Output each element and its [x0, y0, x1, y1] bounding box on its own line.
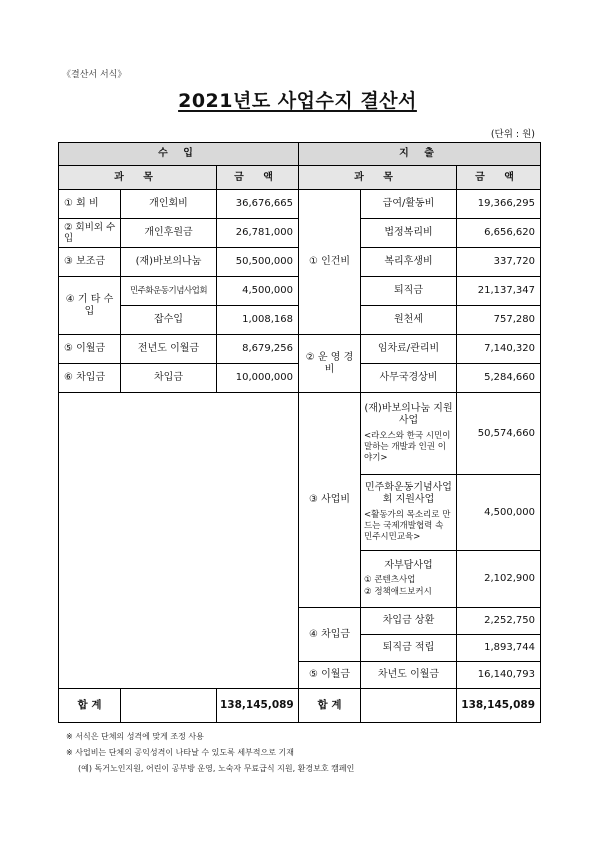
income-blank-area	[59, 393, 299, 689]
total-blank	[361, 689, 457, 723]
project-title: (재)바보의나눔 지원사업	[364, 402, 453, 426]
expense-subject-header: 과 목	[299, 166, 457, 190]
expense-category: ② 운 영 경 비	[299, 335, 361, 393]
income-item: 전년도 이월금	[121, 335, 217, 364]
project-detail: <라오스와 한국 시민이 말하는 개발과 인권 이야기>	[364, 430, 451, 464]
income-category: ③ 보조금	[59, 248, 121, 277]
expense-amount: 50,574,660	[457, 393, 541, 475]
expense-item: 복리후생비	[361, 248, 457, 277]
expense-amount: 6,656,620	[457, 219, 541, 248]
expense-category: ④ 차입금	[299, 608, 361, 662]
note-line: (예) 독거노인지원, 어린이 공부방 운영, 노숙자 무료급식 지원, 환경보호 캠페인	[78, 764, 355, 773]
unit-label: (단위 : 원)	[490, 129, 535, 140]
income-amount: 50,500,000	[217, 248, 299, 277]
table-row	[59, 335, 541, 364]
expense-header: 지 출	[299, 143, 541, 166]
project-title: 민주화운동기념사업회 지원사업	[365, 481, 452, 505]
expense-amount: 2,102,900	[457, 551, 541, 608]
income-category: ① 회 비	[59, 190, 121, 219]
expense-item: 차년도 이월금	[361, 662, 457, 689]
expense-item	[361, 551, 457, 608]
expense-amount: 19,366,295	[457, 190, 541, 219]
section-header-row	[59, 143, 541, 166]
expense-category: ③ 사업비	[299, 393, 361, 608]
income-amount-header: 금 액	[217, 166, 299, 190]
expense-amount: 337,720	[457, 248, 541, 277]
income-amount: 36,676,665	[217, 190, 299, 219]
income-amount: 26,781,000	[217, 219, 299, 248]
table-row	[59, 393, 541, 475]
expense-item: 급여/활동비	[361, 190, 457, 219]
income-category: ⑤ 이월금	[59, 335, 121, 364]
income-category: ② 회비외 수입	[59, 219, 121, 248]
expense-amount: 7,140,320	[457, 335, 541, 364]
expense-amount: 16,140,793	[457, 662, 541, 689]
income-amount: 8,679,256	[217, 335, 299, 364]
income-item: (재)바보의나눔	[121, 248, 217, 277]
expense-item: 임차료/관리비	[361, 335, 457, 364]
project-title: 자부담사업	[384, 560, 433, 572]
expense-item: 퇴직금 적립	[361, 635, 457, 662]
expense-item: 사무국경상비	[361, 364, 457, 393]
expense-category: ① 인건비	[299, 190, 361, 335]
form-label: 《결산서 서식》	[62, 70, 127, 80]
notes	[66, 729, 354, 777]
expense-amount: 5,284,660	[457, 364, 541, 393]
income-category: ⑥ 차입금	[59, 364, 121, 393]
income-amount: 1,008,168	[217, 306, 299, 335]
income-item: 민주화운동기념사업회	[121, 277, 217, 306]
expense-category: ⑤ 이월금	[299, 662, 361, 689]
income-amount: 4,500,000	[217, 277, 299, 306]
total-blank	[121, 689, 217, 723]
total-label: 합 계	[59, 689, 121, 723]
expense-amount: 1,893,744	[457, 635, 541, 662]
project-detail: ② 정책애드보커시	[364, 586, 432, 597]
income-header: 수 입	[59, 143, 299, 166]
note-line: ※ 사업비는 단체의 공익성격이 나타날 수 있도록 세부적으로 기재	[66, 748, 294, 757]
total-income-amount: 138,145,089	[217, 689, 299, 723]
total-expense-amount: 138,145,089	[457, 689, 541, 723]
income-category: ④ 기 타 수 입	[59, 277, 121, 335]
expense-item: 차입금 상환	[361, 608, 457, 635]
income-subject-header: 과 목	[59, 166, 217, 190]
expense-item: 법정복리비	[361, 219, 457, 248]
total-row	[59, 689, 541, 723]
income-item: 잡수입	[121, 306, 217, 335]
income-item: 개인회비	[121, 190, 217, 219]
total-label: 합 계	[299, 689, 361, 723]
income-amount: 10,000,000	[217, 364, 299, 393]
column-header-row	[59, 166, 541, 190]
project-detail: ① 콘텐츠사업	[364, 575, 416, 586]
expense-item: 퇴직금	[361, 277, 457, 306]
expense-amount-header: 금 액	[457, 166, 541, 190]
page-title: 2021년도 사업수지 결산서	[178, 90, 417, 112]
note-line: ※ 서식은 단체의 성격에 맞게 조정 사용	[66, 732, 204, 741]
project-detail: <활동가의 목소리로 만드는 국제개발협력 속 민주시민교육>	[364, 509, 451, 543]
expense-amount: 4,500,000	[457, 475, 541, 551]
expense-item: 원천세	[361, 306, 457, 335]
income-item: 개인후원금	[121, 219, 217, 248]
expense-item	[361, 475, 457, 551]
income-item: 차입금	[121, 364, 217, 393]
expense-item	[361, 393, 457, 475]
settlement-table	[58, 142, 541, 723]
table-row	[59, 190, 541, 219]
expense-amount: 21,137,347	[457, 277, 541, 306]
expense-amount: 2,252,750	[457, 608, 541, 635]
expense-amount: 757,280	[457, 306, 541, 335]
